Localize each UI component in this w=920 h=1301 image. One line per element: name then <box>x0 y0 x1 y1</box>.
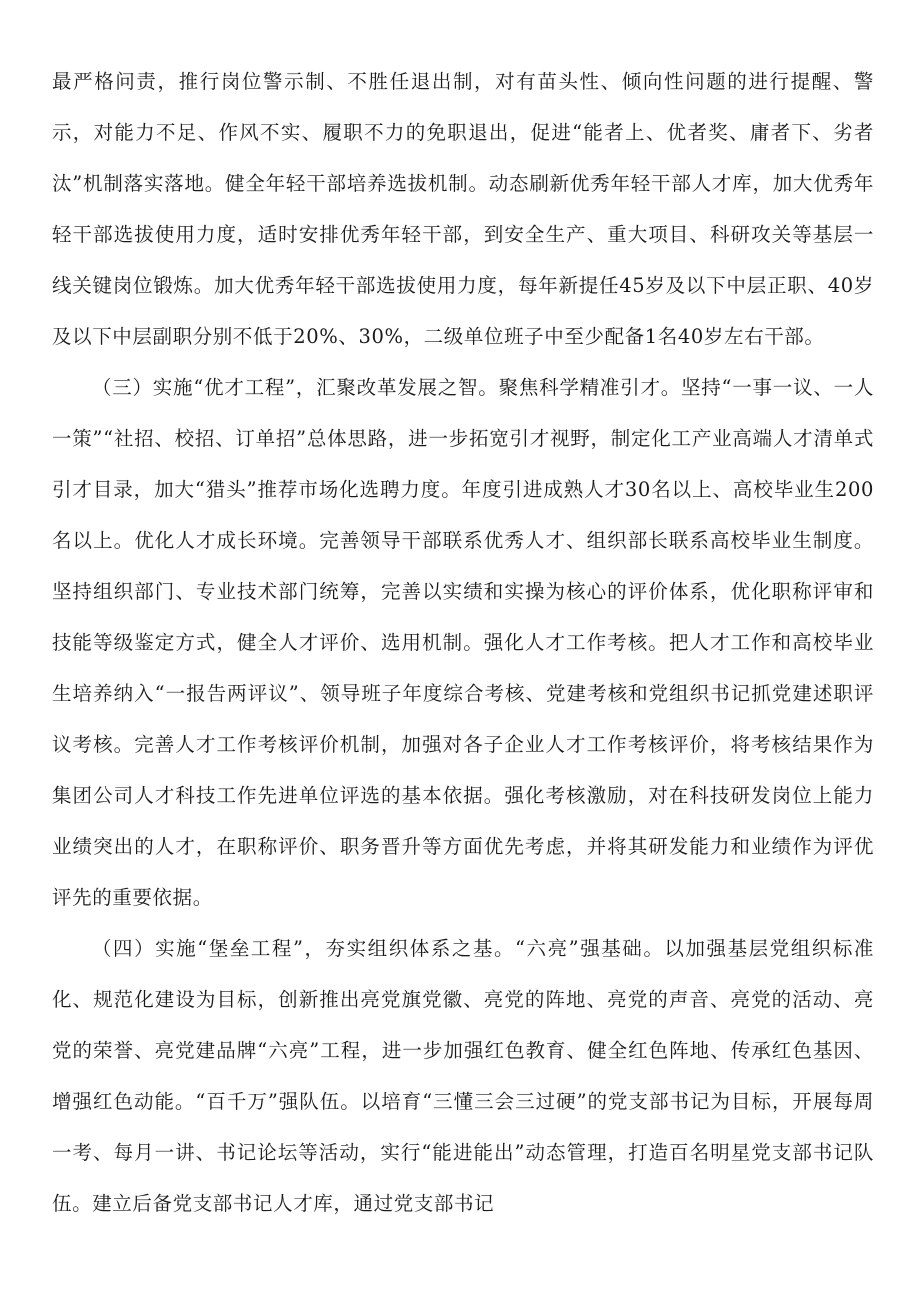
paragraph-section-four: （四）实施“堡垒工程”，夯实组织体系之基。“六亮”强基础。以加强基层党组织标准化、规范化建设为目标，创新推出亮党旗党徽、亮党的阵地、亮党的声音、亮党的活动、亮党的荣誉、亮党建品牌“六亮”工程，进一步加强红色教育、健全红色阵地、传承红色基因、增强红色动能。“百千万”强队伍。以培育“三懂三会三过硬”的党支部书记为目标，开展每周一考、每月一讲、书记论坛等活动，实行“能进能出”动态管理，打造百名明星党支部书记队伍。建立后备党支部书记人才库，通过党支部书记 <box>52 937 874 1215</box>
paragraph-section-three: （三）实施“优才工程”，汇聚改革发展之智。聚焦科学精准引才。坚持“一事一议、一人一策”“社招、校招、订单招”总体思路，进一步拓宽引才视野，制定化工产业高端人才清单式引才目录，加大“猎头”推荐市场化选聘力度。年度引进成熟人才30名以上、高校毕业生200名以上。优化人才成长环境。完善领导干部联系优秀人才、组织部长联系高校毕业生制度。坚持组织部门、专业技术部门统筹，完善以实绩和实操为核心的评价体系，优化职称评审和技能等级鉴定方式，健全人才评价、选用机制。强化人才工作考核。把人才工作和高校毕业生培养纳入“一报告两评议”、领导班子年度综合考核、党建考核和党组织书记抓党建述职评议考核。完善人才工作考核评价机制，加强对各子企业人才工作考核评价，将考核结果作为集团公司人才科技工作先进单位评选的基本依据。强化考核激励，对在科技研发岗位上能力业绩突出的人才，在职称评价、职务晋升等方面优先考虑，并将其研发能力和业绩作为评优评先的重要依据。 <box>52 376 874 909</box>
paragraph-continuation: 最严格问责，推行岗位警示制、不胜任退出制，对有苗头性、倾向性问题的进行提醒、警示，对能力不足、作风不实、履职不力的免职退出，促进“能者上、优者奖、庸者下、劣者汰”机制落实落地。健全年轻干部培养选拔机制。动态刷新优秀年轻干部人才库，加大优秀年轻干部选拔使用力度，适时安排优秀年轻干部，到安全生产、重大项目、科研攻关等基层一线关键岗位锻炼。加大优秀年轻干部选拔使用力度，每年新提任45岁及以下中层正职、40岁及以下中层副职分别不低于20%、30%，二级单位班子中至少配备1名40岁左右干部。 <box>52 70 874 348</box>
document-body <box>52 56 874 1229</box>
